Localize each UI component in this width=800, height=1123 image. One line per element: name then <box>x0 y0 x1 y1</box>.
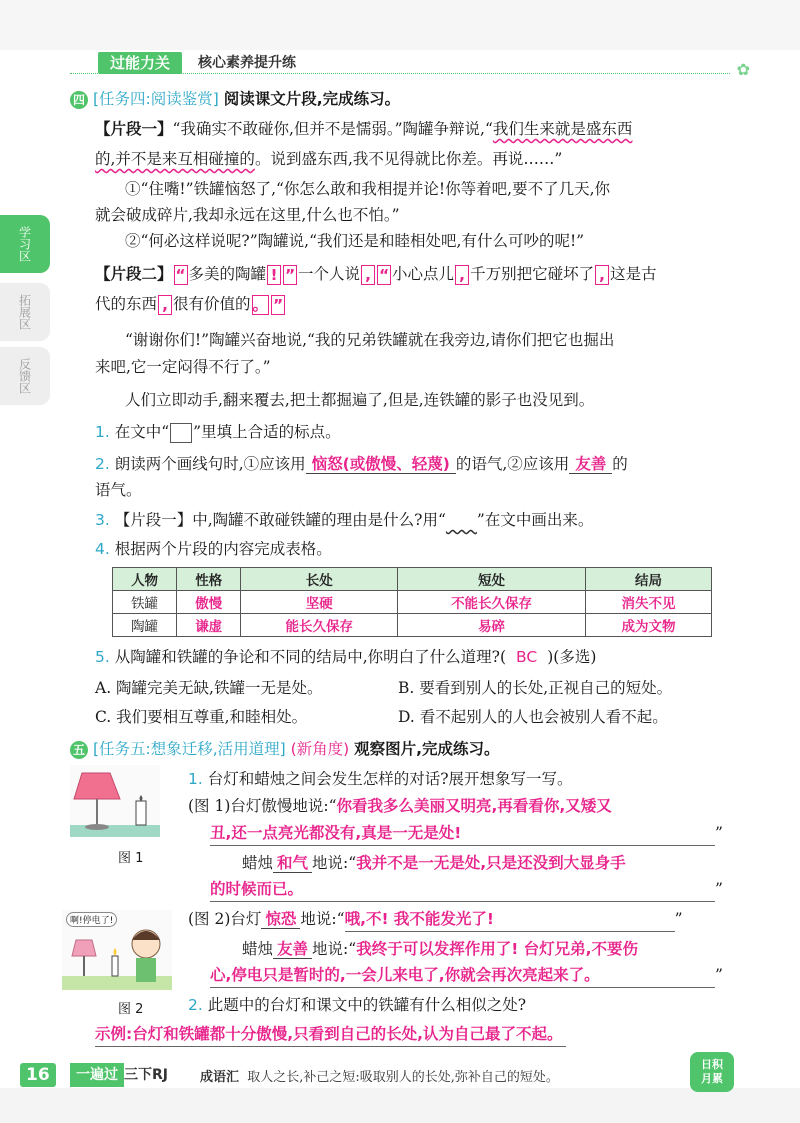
passage2-label: 【片段二】 <box>95 265 173 283</box>
answer-fig1-lamp-2[interactable]: 丑,还一点亮光都没有,真是一无是处! <box>210 821 715 846</box>
table-cell-answer[interactable]: 消失不见 <box>585 591 711 614</box>
table-header: 性格 <box>177 568 241 591</box>
section4-number: 四 <box>70 91 88 109</box>
section4-heading <box>70 87 400 111</box>
figure-2-caption: 图 2 <box>118 1002 144 1017</box>
table-row <box>113 591 712 614</box>
punct-box[interactable]: , <box>455 265 469 285</box>
header-divider <box>70 73 730 74</box>
dialogue-label: 地说:“ <box>300 910 345 928</box>
passage1-wavy-1: 我们生来就是盛东西 <box>492 120 633 138</box>
fig2-lamp-line1 <box>188 907 683 932</box>
passage2-text: 很有价值的 <box>173 295 251 313</box>
header-subtitle: 核心素养提升练 <box>198 55 296 71</box>
passage3-line2: 来吧,它一定闷得不行了。” <box>95 358 271 376</box>
passage1-line3: ①“住嘴!”铁罐恼怒了,“你怎么敢和我相提并论!你等着吧,要不了几天,你 <box>125 180 611 198</box>
answer-fig1-candle-mood[interactable]: 和气 <box>273 854 312 873</box>
table-cell-answer[interactable]: 谦虚 <box>177 614 241 637</box>
close-quote: ” <box>715 824 723 842</box>
question-text: 此题中的台灯和课文中的铁罐有什么相似之处? <box>207 996 527 1014</box>
dialogue-label: (图 1)台灯傲慢地说:“ <box>188 797 337 815</box>
question-number: 1. <box>95 423 110 441</box>
punct-box[interactable]: ” <box>272 296 284 314</box>
fig1-candle-line1 <box>242 851 626 875</box>
passage1-line1 <box>95 117 632 141</box>
answer-table <box>112 567 712 637</box>
star-icon: ✿ <box>736 60 750 79</box>
question-text: 从陶罐和铁罐的争论和不同的结局中,你明白了什么道理?( <box>114 648 507 666</box>
table-header: 长处 <box>241 568 398 591</box>
question-3 <box>95 508 593 532</box>
table-cell-answer[interactable]: 易碎 <box>398 614 586 637</box>
passage2-text: 一个人说 <box>298 265 361 283</box>
passage1-line2 <box>95 147 562 171</box>
figure-1-caption: 图 1 <box>118 851 144 866</box>
answer-q5[interactable]: BC <box>516 648 538 666</box>
dialogue-label: 蜡烛 <box>242 940 274 958</box>
answer-fig2-candle-mood[interactable]: 友善 <box>273 940 312 959</box>
passage1-line5: ②“何必这样说呢?”陶罐说,“我们还是和睦相处吧,有什么可吵的呢!” <box>125 232 585 250</box>
table-cell: 陶罐 <box>113 614 177 637</box>
option-b[interactable]: B. 要看到别人的长处,正视自己的短处。 <box>398 679 673 697</box>
passage2-text: 千万别把它碰坏了 <box>470 265 595 283</box>
answer-q2-1[interactable]: 恼怒(或傲慢、轻蔑) <box>306 455 456 474</box>
question-number: 2. <box>95 455 110 473</box>
close-quote: ” <box>674 910 683 928</box>
question-text: 的语气,②应该用 <box>455 455 570 473</box>
question-number: 3. <box>95 511 110 529</box>
answer-fig1-candle-2[interactable]: 的时候而已。 <box>210 877 715 902</box>
passage1-label: 【片段一】 <box>95 120 173 138</box>
footer-band <box>0 1088 800 1123</box>
blank-box-icon <box>170 423 192 443</box>
fig1-lamp-line2 <box>210 821 730 846</box>
close-quote: ” <box>715 966 723 984</box>
grade-label: 三下RJ <box>124 1067 168 1083</box>
lamp-candle-figure-1 <box>70 765 160 837</box>
passage1-text-a: “我确实不敢碰你,但并不是懦弱。”陶罐争辩说,“ <box>172 120 493 138</box>
idiom-note <box>200 1066 559 1085</box>
fig1-candle-line2 <box>210 877 730 902</box>
section5-title: 观察图片,完成练习。 <box>354 740 500 758</box>
answer-fig2-candle-2[interactable]: 心,停电只是暂时的,一会儿来电了,你就会再次亮起来了。 <box>210 963 715 988</box>
header-tag: 过能力关 <box>98 52 182 74</box>
question-text: 根据两个片段的内容完成表格。 <box>114 540 332 558</box>
question-text: 台灯和蜡烛之间会发生怎样的对话?展开想象写一写。 <box>207 770 573 788</box>
table-header: 结局 <box>585 568 711 591</box>
question-2 <box>95 452 628 476</box>
question-number: 2. <box>188 996 203 1014</box>
passage2-line2 <box>95 292 286 316</box>
question-text: 朗读两个画线句时,①应该用 <box>114 455 306 473</box>
question-number: 4. <box>95 540 110 558</box>
fig2-candle-line2 <box>210 963 730 988</box>
passage2-text: 代的东西 <box>95 295 158 313</box>
question-number: 1. <box>188 770 203 788</box>
answer-fig1-candle[interactable]: 我并不是一无是处,只是还没到大显身手 <box>356 854 626 872</box>
fig2-candle-line1 <box>242 937 638 961</box>
daily-badge-line2: 月累 <box>701 1072 723 1085</box>
table-cell-answer[interactable]: 傲慢 <box>177 591 241 614</box>
punct-box[interactable]: ” <box>284 266 296 284</box>
page-number: 16 <box>20 1063 56 1087</box>
passage1-text-b: 。说到盛东西,我不见得就比你差。再说……” <box>254 150 563 168</box>
side-tab-extend[interactable]: 拓展区 <box>0 283 50 341</box>
idiom-text: 取人之长,补己之短:吸取别人的长处,弥补自己的短处。 <box>247 1070 559 1085</box>
passage2-line1 <box>95 262 657 286</box>
section4-task: [任务四:阅读鉴赏] <box>92 90 219 108</box>
dialogue-label: (图 2)台灯 <box>188 910 262 928</box>
answer-fig2-candle[interactable]: 我终于可以发挥作用了! 台灯兄弟,不要伤 <box>356 940 639 958</box>
punct-box[interactable]: , <box>158 295 172 315</box>
side-tab-study[interactable]: 学习区 <box>0 215 50 273</box>
close-quote: ” <box>715 880 723 898</box>
page-header <box>70 52 750 79</box>
question-text: ”里填上合适的标点。 <box>193 423 341 441</box>
passage1-wavy-2: 的,并不是来互相碰撞的 <box>95 150 255 168</box>
top-band <box>0 0 800 50</box>
section5-task: [任务五:想象迁移,活用道理] <box>92 740 286 758</box>
table-cell-answer[interactable]: 能长久保存 <box>241 614 398 637</box>
question-4 <box>95 537 332 561</box>
table-cell-answer[interactable]: 成为文物 <box>585 614 711 637</box>
idiom-label: 成语汇 <box>200 1070 240 1085</box>
question-text: ”在文中画出来。 <box>476 511 594 529</box>
dialogue-label: 蜡烛 <box>242 854 274 872</box>
passage2-text: 小心点儿 <box>392 265 455 283</box>
punct-box[interactable]: , <box>595 265 609 285</box>
daily-badge-line1: 日积 <box>701 1058 723 1071</box>
wavy-line-icon <box>446 511 477 529</box>
section5-heading <box>70 737 500 761</box>
section5-number: 五 <box>70 741 88 759</box>
section5-question-1 <box>188 767 573 791</box>
section5-answer-2 <box>95 1022 566 1047</box>
speech-bubble: 啊!停电了! <box>66 912 117 927</box>
passage1-line4: 就会破成碎片,我却永远在这里,什么也不怕。” <box>95 206 400 224</box>
table-header: 人物 <box>113 568 177 591</box>
question-text: 【片段一】中,陶罐不敢碰铁罐的理由是什么?用“ <box>114 511 446 529</box>
dialogue-label: 地说:“ <box>312 854 357 872</box>
punct-box[interactable]: ! <box>267 265 281 285</box>
passage4: 人们立即动手,翻来覆去,把土都掘遍了,但是,连铁罐的影子也没见到。 <box>125 391 595 409</box>
passage2-text: 这是古 <box>610 265 657 283</box>
table-header-row <box>113 568 712 591</box>
dialogue-label: 地说:“ <box>312 940 357 958</box>
daily-badge <box>690 1052 734 1092</box>
punct-box[interactable]: “ <box>378 266 390 284</box>
table-header: 短处 <box>398 568 586 591</box>
option-c[interactable]: C. 我们要相互尊重,和睦相处。 <box>95 708 308 726</box>
table-row <box>113 614 712 637</box>
question-1 <box>95 420 341 444</box>
brand-logo: 一遍过 <box>70 1063 124 1087</box>
question-2-cont: 语气。 <box>95 481 142 499</box>
question-5 <box>95 645 596 669</box>
answer-section5-q2[interactable]: 示例:台灯和铁罐都十分傲慢,只看到自己的长处,认为自己最了不起。 <box>95 1022 566 1047</box>
punct-box[interactable]: 。 <box>252 296 269 314</box>
option-a[interactable]: A. 陶罐完美无缺,铁罐一无是处。 <box>95 679 323 697</box>
section5-tag: (新角度) <box>290 740 350 758</box>
section5-question-2 <box>188 993 526 1017</box>
punct-box[interactable]: , <box>361 265 375 285</box>
question-text: 在文中“ <box>114 423 170 441</box>
answer-fig2-lamp[interactable]: 哦,不! 我不能发光了! <box>345 907 675 932</box>
question-number: 5. <box>95 648 110 666</box>
punct-box[interactable]: “ <box>175 266 186 284</box>
question-text: )(多选) <box>547 648 597 666</box>
passage3-line1: “谢谢你们!”陶罐兴奋地说,“我的兄弟铁罐就在我旁边,请你们把它也掘出 <box>125 331 615 349</box>
answer-q2-2[interactable]: 友善 <box>569 455 612 474</box>
side-tab-feedback[interactable]: 反馈区 <box>0 347 50 405</box>
table-cell-answer[interactable]: 坚硬 <box>241 591 398 614</box>
passage2-text: 多美的陶罐 <box>188 265 267 283</box>
table-cell: 铁罐 <box>113 591 177 614</box>
answer-fig2-lamp-mood[interactable]: 惊恐 <box>261 910 300 929</box>
fig1-lamp-line1 <box>188 794 612 818</box>
question-text: 的 <box>612 455 628 473</box>
answer-fig1-lamp[interactable]: 你看我多么美丽又明亮,再看看你,又矮又 <box>336 797 612 815</box>
table-cell-answer[interactable]: 不能长久保存 <box>398 591 586 614</box>
section4-title: 阅读课文片段,完成练习。 <box>223 90 401 108</box>
option-d[interactable]: D. 看不起别人的人也会被别人看不起。 <box>398 708 668 726</box>
